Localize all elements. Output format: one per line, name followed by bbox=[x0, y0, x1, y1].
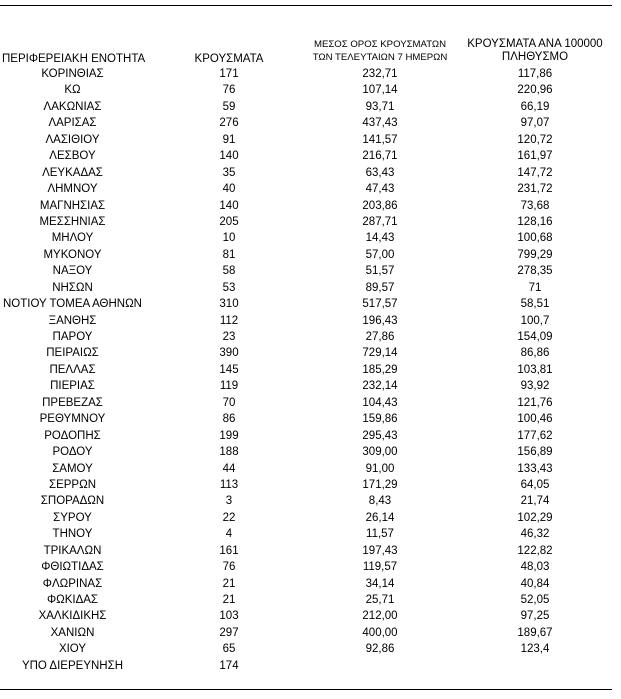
seven-day-average-cell: 295,43 bbox=[362, 429, 398, 442]
region-cell: ΠΕΛΛΑΣ bbox=[49, 363, 96, 376]
cases-cell: 171 bbox=[219, 68, 239, 80]
region-cell: ΛΑΡΙΣΑΣ bbox=[48, 117, 97, 130]
cases-cell: 70 bbox=[222, 396, 236, 409]
table-row bbox=[0, 395, 621, 411]
seven-day-average-cell: 400,00 bbox=[362, 626, 398, 639]
cases-per-100k-cell: 66,19 bbox=[520, 100, 550, 113]
region-cell: ΧΑΛΚΙΔΙΚΗΣ bbox=[38, 610, 107, 623]
seven-day-average-cell: 203,86 bbox=[362, 199, 398, 212]
cases-cell: 161 bbox=[219, 544, 239, 557]
region-cell: ΛΑΚΩΝΙΑΣ bbox=[43, 100, 102, 113]
region-cell: ΡΕΘΥΜΝΟΥ bbox=[39, 413, 106, 426]
region-cell: ΛΕΣΒΟΥ bbox=[49, 150, 96, 163]
cases-per-100k-cell: 21,74 bbox=[520, 495, 550, 508]
region-cell: ΝΑΞΟΥ bbox=[52, 265, 93, 278]
table-row bbox=[0, 66, 621, 82]
header-region: ΠΕΡΙΦΕΡΕΙΑΚΗ ΕΝΟΤΗΤΑ bbox=[2, 53, 146, 65]
cases-per-100k-cell: 46,32 bbox=[520, 528, 550, 541]
seven-day-average-cell: 232,14 bbox=[362, 380, 398, 393]
table-row bbox=[0, 214, 621, 230]
seven-day-average-cell: 27,86 bbox=[365, 331, 395, 343]
cases-cell: 3 bbox=[225, 495, 233, 508]
region-cell: ΧΙΟΥ bbox=[58, 643, 87, 656]
cases-per-100k-cell: 100,7 bbox=[520, 314, 550, 327]
region-cell: ΝΟΤΙΟΥ ΤΟΜΕΑ ΑΘΗΝΩΝ bbox=[3, 298, 142, 311]
cases-per-100k-cell: 231,72 bbox=[517, 183, 553, 196]
cases-per-100k-cell: 71 bbox=[528, 281, 542, 294]
table-row bbox=[0, 263, 621, 279]
region-cell: ΥΠΟ ΔΙΕΡΕΥΝΗΣΗ bbox=[21, 659, 124, 672]
region-cell: ΞΑΝΘΗΣ bbox=[48, 314, 97, 327]
cases-cell: 4 bbox=[225, 528, 233, 541]
seven-day-average-cell: 8,43 bbox=[368, 495, 392, 508]
table-row bbox=[0, 461, 621, 477]
table-row bbox=[0, 296, 621, 312]
region-cell: ΦΩΚΙΔΑΣ bbox=[46, 594, 99, 606]
table-row bbox=[0, 181, 621, 197]
cases-per-100k-cell: 133,43 bbox=[517, 462, 553, 475]
seven-day-average-cell: 91,00 bbox=[365, 462, 395, 475]
cases-cell: 112 bbox=[219, 314, 239, 327]
table-row bbox=[0, 428, 621, 444]
table-row bbox=[0, 411, 621, 427]
cases-cell: 23 bbox=[222, 331, 236, 343]
cases-cell: 21 bbox=[222, 594, 236, 606]
region-cell: ΜΑΓΝΗΣΙΑΣ bbox=[39, 199, 106, 212]
header-cases-per-100k-line1: ΚΡΟΥΣΜΑΤΑ ΑΝΑ 100000 bbox=[467, 38, 603, 50]
seven-day-average-cell: 212,00 bbox=[362, 610, 398, 623]
cases-per-100k-cell: 123,4 bbox=[520, 643, 550, 656]
cases-cell: 44 bbox=[222, 462, 236, 475]
table-row bbox=[0, 345, 621, 361]
region-cell: ΜΥΚΟΝΟΥ bbox=[43, 248, 102, 261]
cases-per-100k-cell: 154,09 bbox=[517, 331, 553, 343]
cases-cell: 103 bbox=[219, 610, 239, 623]
cases-cell: 81 bbox=[222, 248, 236, 261]
region-cell: ΤΡΙΚΑΛΩΝ bbox=[43, 544, 102, 557]
table-row bbox=[0, 247, 621, 263]
cases-cell: 390 bbox=[219, 347, 239, 360]
table-row bbox=[0, 658, 621, 674]
table-row bbox=[0, 115, 621, 131]
cases-per-100k-cell: 117,86 bbox=[517, 68, 553, 80]
seven-day-average-cell: 47,43 bbox=[365, 183, 395, 196]
table-row bbox=[0, 362, 621, 378]
cases-per-100k-cell: 93,92 bbox=[520, 380, 550, 393]
cases-per-100k-cell: 40,84 bbox=[520, 577, 550, 590]
cases-per-100k-cell: 97,07 bbox=[520, 117, 550, 130]
seven-day-average-cell: 185,29 bbox=[362, 363, 398, 376]
seven-day-average-cell: 287,71 bbox=[362, 215, 398, 228]
cases-per-100k-cell: 278,35 bbox=[517, 265, 553, 278]
header-cases: ΚΡΟΥΣΜΑΤΑ bbox=[194, 53, 264, 65]
region-cell: ΜΕΣΣΗΝΙΑΣ bbox=[39, 215, 106, 228]
seven-day-average-cell: 104,43 bbox=[362, 396, 398, 409]
seven-day-average-cell: 197,43 bbox=[362, 544, 398, 557]
seven-day-average-cell: 107,14 bbox=[362, 84, 398, 97]
header-cases-per-100k-line2: ΠΛΗΘΥΣΜΟ bbox=[501, 51, 569, 63]
cases-per-100k-cell: 161,97 bbox=[517, 150, 553, 163]
table-row bbox=[0, 313, 621, 329]
cases-cell: 119 bbox=[219, 380, 239, 393]
cases-cell: 91 bbox=[222, 133, 236, 146]
table-row bbox=[0, 132, 621, 148]
cases-cell: 35 bbox=[222, 166, 236, 179]
data-table-body bbox=[0, 66, 621, 674]
seven-day-average-cell: 171,29 bbox=[362, 478, 398, 491]
cases-per-100k-cell: 220,96 bbox=[517, 84, 553, 97]
seven-day-average-cell: 63,43 bbox=[365, 166, 395, 179]
region-cell: ΛΕΥΚΑΔΑΣ bbox=[42, 166, 103, 179]
table-row bbox=[0, 526, 621, 542]
cases-cell: 59 bbox=[222, 100, 236, 113]
table-row bbox=[0, 608, 621, 624]
cases-per-100k-cell: 177,62 bbox=[517, 429, 553, 442]
region-cell: ΤΗΝΟΥ bbox=[52, 528, 93, 541]
seven-day-average-cell: 34,14 bbox=[365, 577, 395, 590]
cases-per-100k-cell: 58,51 bbox=[520, 298, 550, 311]
region-cell: ΜΗΛΟΥ bbox=[51, 232, 94, 245]
table-row bbox=[0, 444, 621, 460]
cases-cell: 174 bbox=[219, 659, 239, 672]
cases-per-100k-cell: 100,46 bbox=[517, 413, 553, 426]
table-row bbox=[0, 477, 621, 493]
seven-day-average-cell: 729,14 bbox=[362, 347, 398, 360]
table-row bbox=[0, 493, 621, 509]
cases-per-100k-cell: 48,03 bbox=[520, 561, 550, 574]
seven-day-average-cell: 26,14 bbox=[365, 511, 395, 524]
cases-cell: 21 bbox=[222, 577, 236, 590]
seven-day-average-cell: 309,00 bbox=[362, 446, 398, 459]
header-seven-day-average bbox=[305, 38, 455, 64]
seven-day-average-cell: 93,71 bbox=[365, 100, 395, 113]
table-row bbox=[0, 148, 621, 164]
cases-per-100k-cell: 147,72 bbox=[517, 166, 553, 179]
table-row bbox=[0, 543, 621, 559]
seven-day-average-cell: 89,57 bbox=[365, 281, 395, 294]
seven-day-average-cell: 196,43 bbox=[362, 314, 398, 327]
region-cell: ΡΟΔΟΠΗΣ bbox=[44, 429, 101, 442]
cases-cell: 58 bbox=[222, 265, 236, 278]
cases-per-100k-cell: 52,05 bbox=[520, 594, 550, 606]
cases-cell: 310 bbox=[219, 298, 239, 311]
seven-day-average-cell: 232,71 bbox=[362, 68, 398, 80]
seven-day-average-cell: 159,86 bbox=[362, 413, 398, 426]
table-row bbox=[0, 280, 621, 296]
region-cell: ΣΕΡΡΩΝ bbox=[48, 478, 97, 491]
seven-day-average-cell: 51,57 bbox=[365, 265, 395, 278]
seven-day-average-cell: 25,71 bbox=[365, 594, 395, 606]
cases-cell: 199 bbox=[219, 429, 239, 442]
region-cell: ΣΑΜΟΥ bbox=[52, 462, 93, 475]
table-row bbox=[0, 625, 621, 641]
cases-cell: 10 bbox=[222, 232, 236, 245]
cases-cell: 76 bbox=[222, 561, 236, 574]
region-cell: ΡΟΔΟΥ bbox=[52, 446, 93, 459]
table-row bbox=[0, 378, 621, 394]
cases-cell: 188 bbox=[219, 446, 239, 459]
header-seven-day-average-line1: ΜΕΣΟΣ ΟΡΟΣ ΚΡΟΥΣΜΑΤΩΝ bbox=[313, 39, 447, 50]
region-cell: ΠΙΕΡΙΑΣ bbox=[50, 380, 95, 393]
cases-cell: 145 bbox=[219, 363, 239, 376]
cases-per-100k-cell: 103,81 bbox=[517, 363, 553, 376]
region-cell: ΦΛΩΡΙΝΑΣ bbox=[42, 577, 103, 590]
cases-cell: 297 bbox=[219, 626, 239, 639]
region-cell: ΠΡΕΒΕΖΑΣ bbox=[42, 396, 103, 409]
seven-day-average-cell: 119,57 bbox=[362, 561, 398, 574]
top-border-line bbox=[0, 5, 612, 6]
header-cases-per-100k bbox=[455, 38, 615, 64]
region-cell: ΦΘΙΩΤΙΔΑΣ bbox=[41, 561, 104, 574]
region-cell: ΛΑΣΙΘΙΟΥ bbox=[45, 133, 100, 146]
table-row bbox=[0, 99, 621, 115]
table-row bbox=[0, 198, 621, 214]
table-row bbox=[0, 329, 621, 345]
cases-cell: 40 bbox=[222, 183, 236, 196]
cases-cell: 140 bbox=[219, 199, 239, 212]
cases-per-100k-cell: 73,68 bbox=[520, 199, 550, 212]
cases-cell: 113 bbox=[219, 478, 239, 491]
cases-per-100k-cell: 156,89 bbox=[517, 446, 553, 459]
table-row bbox=[0, 641, 621, 657]
table-row bbox=[0, 592, 621, 608]
region-cell: ΝΗΣΩΝ bbox=[52, 281, 93, 294]
cases-per-100k-cell: 97,25 bbox=[520, 610, 550, 623]
cases-per-100k-cell: 128,16 bbox=[517, 215, 553, 228]
seven-day-average-cell: 92,86 bbox=[365, 643, 395, 656]
cases-per-100k-cell: 64,05 bbox=[520, 478, 550, 491]
region-cell: ΣΥΡΟΥ bbox=[53, 511, 92, 524]
seven-day-average-cell: 216,71 bbox=[362, 150, 398, 163]
seven-day-average-cell: 517,57 bbox=[362, 298, 398, 311]
seven-day-average-cell: 57,00 bbox=[365, 248, 395, 261]
seven-day-average-cell: 437,43 bbox=[362, 117, 398, 130]
region-cell: ΚΟΡΙΝΘΙΑΣ bbox=[41, 68, 104, 80]
cases-cell: 205 bbox=[219, 215, 239, 228]
region-cell: ΚΩ bbox=[64, 84, 81, 97]
cases-cell: 53 bbox=[222, 281, 236, 294]
seven-day-average-cell: 11,57 bbox=[366, 528, 394, 541]
cases-per-100k-cell: 100,68 bbox=[517, 232, 553, 245]
seven-day-average-cell: 14,43 bbox=[365, 232, 395, 245]
table-row bbox=[0, 559, 621, 575]
region-cell: ΠΕΙΡΑΙΩΣ bbox=[46, 347, 99, 360]
region-cell: ΣΠΟΡΑΔΩΝ bbox=[40, 495, 105, 508]
table-row bbox=[0, 576, 621, 592]
cases-per-100k-cell: 102,29 bbox=[517, 511, 553, 524]
cases-cell: 22 bbox=[222, 511, 236, 524]
seven-day-average-cell: 141,57 bbox=[362, 133, 398, 146]
cases-cell: 76 bbox=[222, 84, 236, 97]
cases-cell: 65 bbox=[222, 643, 236, 656]
cases-per-100k-cell: 121,76 bbox=[517, 396, 553, 409]
cases-per-100k-cell: 799,29 bbox=[517, 248, 553, 261]
region-cell: ΠΑΡΟΥ bbox=[52, 331, 93, 343]
cases-cell: 86 bbox=[222, 413, 236, 426]
bottom-border-line bbox=[0, 689, 612, 690]
table-row bbox=[0, 510, 621, 526]
table-row bbox=[0, 82, 621, 98]
cases-cell: 140 bbox=[219, 150, 239, 163]
cases-per-100k-cell: 120,72 bbox=[517, 133, 553, 146]
table-row bbox=[0, 165, 621, 181]
table-row bbox=[0, 230, 621, 246]
cases-per-100k-cell: 189,67 bbox=[517, 626, 553, 639]
cases-cell: 276 bbox=[219, 117, 239, 130]
header-seven-day-average-line2: ΤΩΝ ΤΕΛΕΥΤΑΙΩΝ 7 ΗΜΕΡΩΝ bbox=[312, 52, 448, 63]
region-cell: ΧΑΝΙΩΝ bbox=[50, 626, 95, 639]
cases-per-100k-cell: 122,82 bbox=[517, 544, 553, 557]
cases-per-100k-cell: 86,86 bbox=[520, 347, 550, 360]
region-cell: ΛΗΜΝΟΥ bbox=[47, 183, 98, 196]
